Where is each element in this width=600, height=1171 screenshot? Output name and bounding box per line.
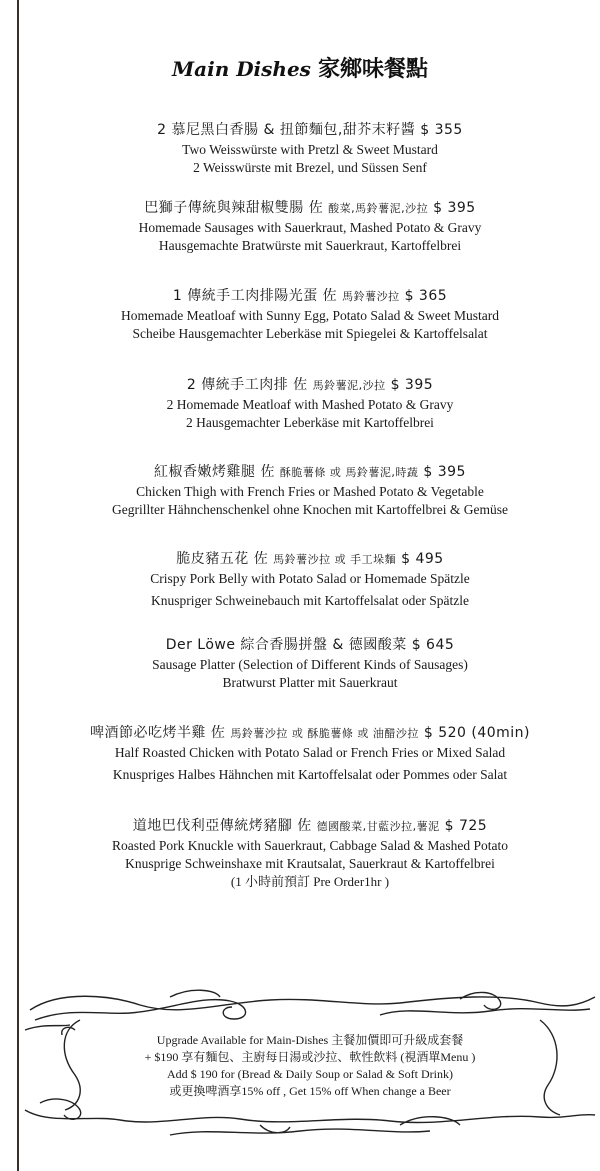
item-chinese-line	[20, 375, 600, 396]
item-side-dish: 德國酸菜,甘藍沙拉,薯泥	[316, 820, 440, 833]
section-title	[0, 52, 600, 83]
title-latin: Main Dishes	[172, 57, 311, 81]
menu-item	[20, 120, 600, 177]
menu-item	[20, 549, 600, 610]
item-price: $ 395	[423, 464, 466, 480]
item-english: Roasted Pork Knuckle with Sauerkraut, Cabbage Salad & Mashed Potato	[112, 838, 508, 853]
menu-item	[20, 375, 600, 432]
item-chinese-name: 2 慕尼黑白香腸 & 扭節麵包,甜芥末籽醬	[157, 122, 416, 138]
item-chinese-name: 2 傳統手工肉排 佐	[186, 377, 308, 393]
item-price: $ 725	[444, 818, 488, 834]
item-english: Homemade Meatloaf with Sunny Egg, Potato Salad & Sweet Mustard	[121, 308, 499, 323]
item-english: Half Roasted Chicken with Potato Salad or French Fries or Mixed Salad	[114, 745, 506, 760]
item-chinese-line	[20, 816, 600, 837]
item-price: $ 355	[420, 122, 463, 138]
item-price: $ 520 (40min)	[423, 725, 531, 741]
menu-item	[20, 198, 600, 255]
item-chinese-name: Der Löwe 綜合香腸拼盤 & 德國酸菜	[165, 637, 407, 653]
item-english: 2 Homemade Meatloaf with Mashed Potato & Gravy	[166, 397, 454, 412]
item-price: $ 395	[433, 200, 476, 216]
item-german: Hausgemachte Bratwürste mit Sauerkraut, Kartoffelbrei	[158, 238, 462, 253]
item-german: Knusprige Schweinshaxe mit Krautsalat, Sauerkraut & Kartoffelbrei	[125, 856, 495, 871]
item-chinese-name: 巴獅子傳統與辣甜椒雙腸 佐	[144, 200, 324, 216]
upgrade-line-3: Add $ 190 for (Bread & Daily Soup or Salad & Soft Drink)	[167, 1067, 453, 1081]
menu-item	[20, 723, 600, 784]
menu-item	[20, 462, 600, 519]
item-price: $ 365	[404, 288, 448, 304]
menu-item	[20, 635, 600, 692]
upgrade-offer	[20, 1032, 600, 1100]
item-english: Homemade Sausages with Sauerkraut, Mashed Potato & Gravy	[138, 220, 482, 235]
item-chinese-name: 道地巴伐利亞傳統烤豬腳 佐	[132, 818, 312, 834]
item-german: Knuspriger Schweinebauch mit Kartoffelsalat oder Spätzle	[150, 593, 470, 608]
item-chinese-name: 脆皮豬五花 佐	[176, 551, 269, 567]
item-chinese-line	[20, 635, 600, 656]
item-side-dish: 馬鈴薯泥,沙拉	[312, 379, 386, 392]
item-side-dish: 馬鈴薯沙拉 或 手工垛麵	[273, 553, 397, 566]
item-chinese-line	[20, 723, 600, 744]
item-price: $ 495	[401, 551, 444, 567]
upgrade-line-1: Upgrade Available for Main-Dishes 主餐加價即可升級成套餐	[156, 1033, 464, 1047]
item-side-dish: 馬鈴薯沙拉	[342, 290, 400, 303]
item-english: Crispy Pork Belly with Potato Salad or Homemade Spätzle	[150, 571, 470, 586]
item-price: $ 395	[390, 377, 434, 393]
item-chinese-line	[20, 462, 600, 483]
menu-item	[20, 286, 600, 343]
item-german: Gegrillter Hähnchenschenkel ohne Knochen mit Kartoffelbrei & Gemüse	[112, 502, 508, 517]
item-english: Two Weisswürste with Pretzl & Sweet Mustard	[182, 142, 438, 157]
item-side-dish: 酸菜,馬鈴薯泥,沙拉	[328, 202, 429, 215]
item-german: Bratwurst Platter mit Sauerkraut	[222, 675, 398, 690]
menu-item	[20, 816, 600, 890]
item-english: Sausage Platter (Selection of Different Kinds of Sausages)	[152, 657, 468, 672]
item-chinese-name: 紅椒香嫩烤雞腿 佐	[154, 464, 275, 480]
left-border-line	[17, 0, 19, 1171]
item-german: 2 Weisswürste mit Brezel, und Süssen Senf	[193, 160, 427, 175]
item-side-dish: 馬鈴薯沙拉 或 酥脆薯條 或 油醋沙拉	[230, 727, 419, 740]
item-price: $ 645	[411, 637, 455, 653]
item-chinese-line	[20, 286, 600, 307]
item-chinese-name: 啤酒節必吃烤半雞 佐	[89, 725, 226, 741]
upgrade-line-4: 或更換啤酒享15% off , Get 15% off When change a Beer	[169, 1084, 451, 1098]
item-chinese-line	[20, 120, 600, 141]
item-chinese-line	[20, 549, 600, 570]
item-side-dish: 酥脆薯條 或 馬鈴薯泥,時蔬	[279, 466, 419, 479]
item-german: 2 Hausgemachter Leberkäse mit Kartoffelbrei	[186, 415, 434, 430]
item-german: Knuspriges Halbes Hähnchen mit Kartoffelsalat oder Pommes oder Salat	[112, 767, 508, 782]
preorder-note: (1 小時前預訂 Pre Order1hr )	[230, 874, 390, 889]
item-chinese-line	[20, 198, 600, 219]
title-chinese: 家鄉味餐點	[317, 57, 428, 82]
item-german: Scheibe Hausgemachter Leberkäse mit Spiegelei & Kartoffelsalat	[132, 326, 488, 341]
upgrade-line-2: + $190 享有麵包、主廚每日湯或沙拉、軟性飲料 (視酒單Menu )	[144, 1050, 476, 1064]
item-english: Chicken Thigh with French Fries or Mashed Potato & Vegetable	[136, 484, 484, 499]
item-chinese-name: 1 傳統手工肉排陽光蛋 佐	[172, 288, 338, 304]
